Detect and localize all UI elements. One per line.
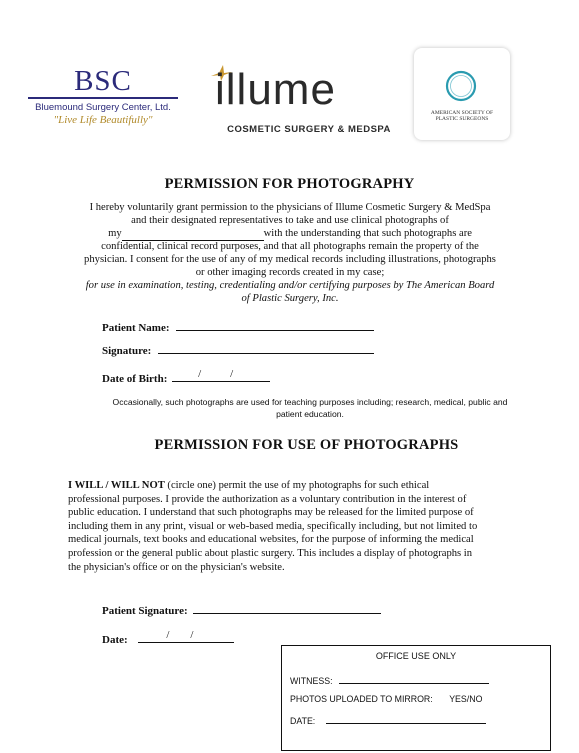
patient-signature-label: Patient Signature: — [102, 605, 188, 617]
patient-name-field — [102, 320, 374, 334]
para-line: profession or the general public about plastic surgery. This includes a display of photographs in — [68, 547, 473, 559]
date-of-birth-field — [102, 368, 270, 385]
para-line: public education. I understand that such photographs may be released for the limited purpose of — [68, 507, 474, 519]
patient-signature-line[interactable] — [193, 603, 381, 614]
bsc-tagline: "Live Life Beautifully" — [53, 114, 153, 126]
bsc-rule — [28, 97, 178, 99]
illume-subtitle: COSMETIC SURGERY & MEDSPA — [227, 124, 391, 135]
note-line: patient education. — [276, 408, 344, 419]
para-line-0: (circle one) permit the use of my photographs for such ethical — [164, 480, 430, 491]
photos-uploaded-row — [290, 694, 482, 704]
dob-line[interactable] — [172, 368, 270, 382]
intro-line: for use in examination, testing, credentialing and/or certifying purposes by The American Board — [85, 279, 495, 291]
office-date-row — [290, 714, 486, 726]
asps-ring-icon — [443, 68, 479, 104]
intro-line: and their designated representatives to take and use clinical photographs of — [131, 214, 449, 226]
date-slash: / — [166, 629, 170, 641]
intro-line-3b: with the understanding that such photographs are — [263, 227, 472, 239]
date-slash: / — [190, 629, 194, 641]
intro-my: my — [108, 227, 122, 239]
witness-label: WITNESS: — [290, 676, 333, 686]
intro-line: of Plastic Surgery, Inc. — [241, 292, 339, 304]
witness-row — [290, 674, 489, 686]
para-line: the physician's office or on the physician's website. — [68, 561, 285, 573]
photos-uploaded-label: PHOTOS UPLOADED TO MIRROR: — [290, 694, 433, 704]
para-line: medical journals, text books and educational websites, for the purpose of informing the medical — [68, 534, 474, 546]
patient-name-label: Patient Name: — [102, 322, 170, 334]
teaching-note — [100, 397, 520, 420]
para-line: including them in any print, visual or web-based media, specifically including, but not limited to — [68, 520, 478, 532]
intro-line — [60, 228, 520, 242]
asps-logo — [414, 48, 510, 140]
intro-line: physician. I consent for the use of any of my medical records including illustrations, photographs — [84, 254, 496, 266]
dob-label: Date of Birth: — [102, 373, 168, 385]
intro-line: or other imaging records created in my case; — [195, 266, 385, 278]
permission-use-text — [68, 479, 518, 574]
intro-line: confidential, clinical record purposes, and that all photographs remain the property of the — [101, 241, 479, 253]
office-date-label: DATE: — [290, 716, 316, 726]
para-line: professional purposes. I provide the authorization as a voluntary contribution in the interest of — [68, 493, 467, 505]
signature-line[interactable] — [158, 343, 374, 354]
bsc-name: Bluemound Surgery Center, Ltd. — [35, 102, 171, 113]
patient-signature-field — [102, 603, 381, 617]
permission-photography-text — [60, 202, 520, 305]
witness-line[interactable] — [339, 674, 489, 684]
dob-slash: / — [198, 368, 202, 380]
date-field — [102, 629, 234, 646]
intro-line: I hereby voluntarily grant permission to the physicians of Illume Cosmetic Surgery & MedSpa — [89, 202, 491, 213]
office-use-title: OFFICE USE ONLY — [375, 651, 457, 661]
date-line[interactable] — [138, 629, 234, 643]
office-date-line[interactable] — [326, 714, 486, 724]
note-line: Occasionally, such photographs are used for teaching purposes including; research, medical, public and — [112, 397, 508, 407]
signature-field — [102, 343, 374, 357]
bsc-logo — [28, 66, 188, 126]
photographs-of-blank[interactable] — [122, 228, 264, 242]
dob-slash: / — [230, 368, 234, 380]
signature-label: Signature: — [102, 345, 152, 357]
will-will-not[interactable]: I WILL / WILL NOT — [68, 480, 165, 491]
para-line — [68, 479, 518, 493]
date-label: Date: — [102, 634, 128, 646]
bsc-mark: BSC — [74, 65, 132, 97]
office-use-box — [281, 645, 551, 751]
illume-wordmark: illume — [215, 65, 336, 114]
asps-text: AMERICAN SOCIETY OF PLASTIC SURGEONS — [430, 110, 494, 122]
photos-uploaded-value[interactable]: YES/NO — [449, 694, 483, 704]
permission-photography-heading: PERMISSION FOR PHOTOGRAPHY — [164, 176, 415, 192]
patient-name-line[interactable] — [176, 320, 374, 331]
permission-use-heading: PERMISSION FOR USE OF PHOTOGRAPHS — [154, 437, 459, 453]
